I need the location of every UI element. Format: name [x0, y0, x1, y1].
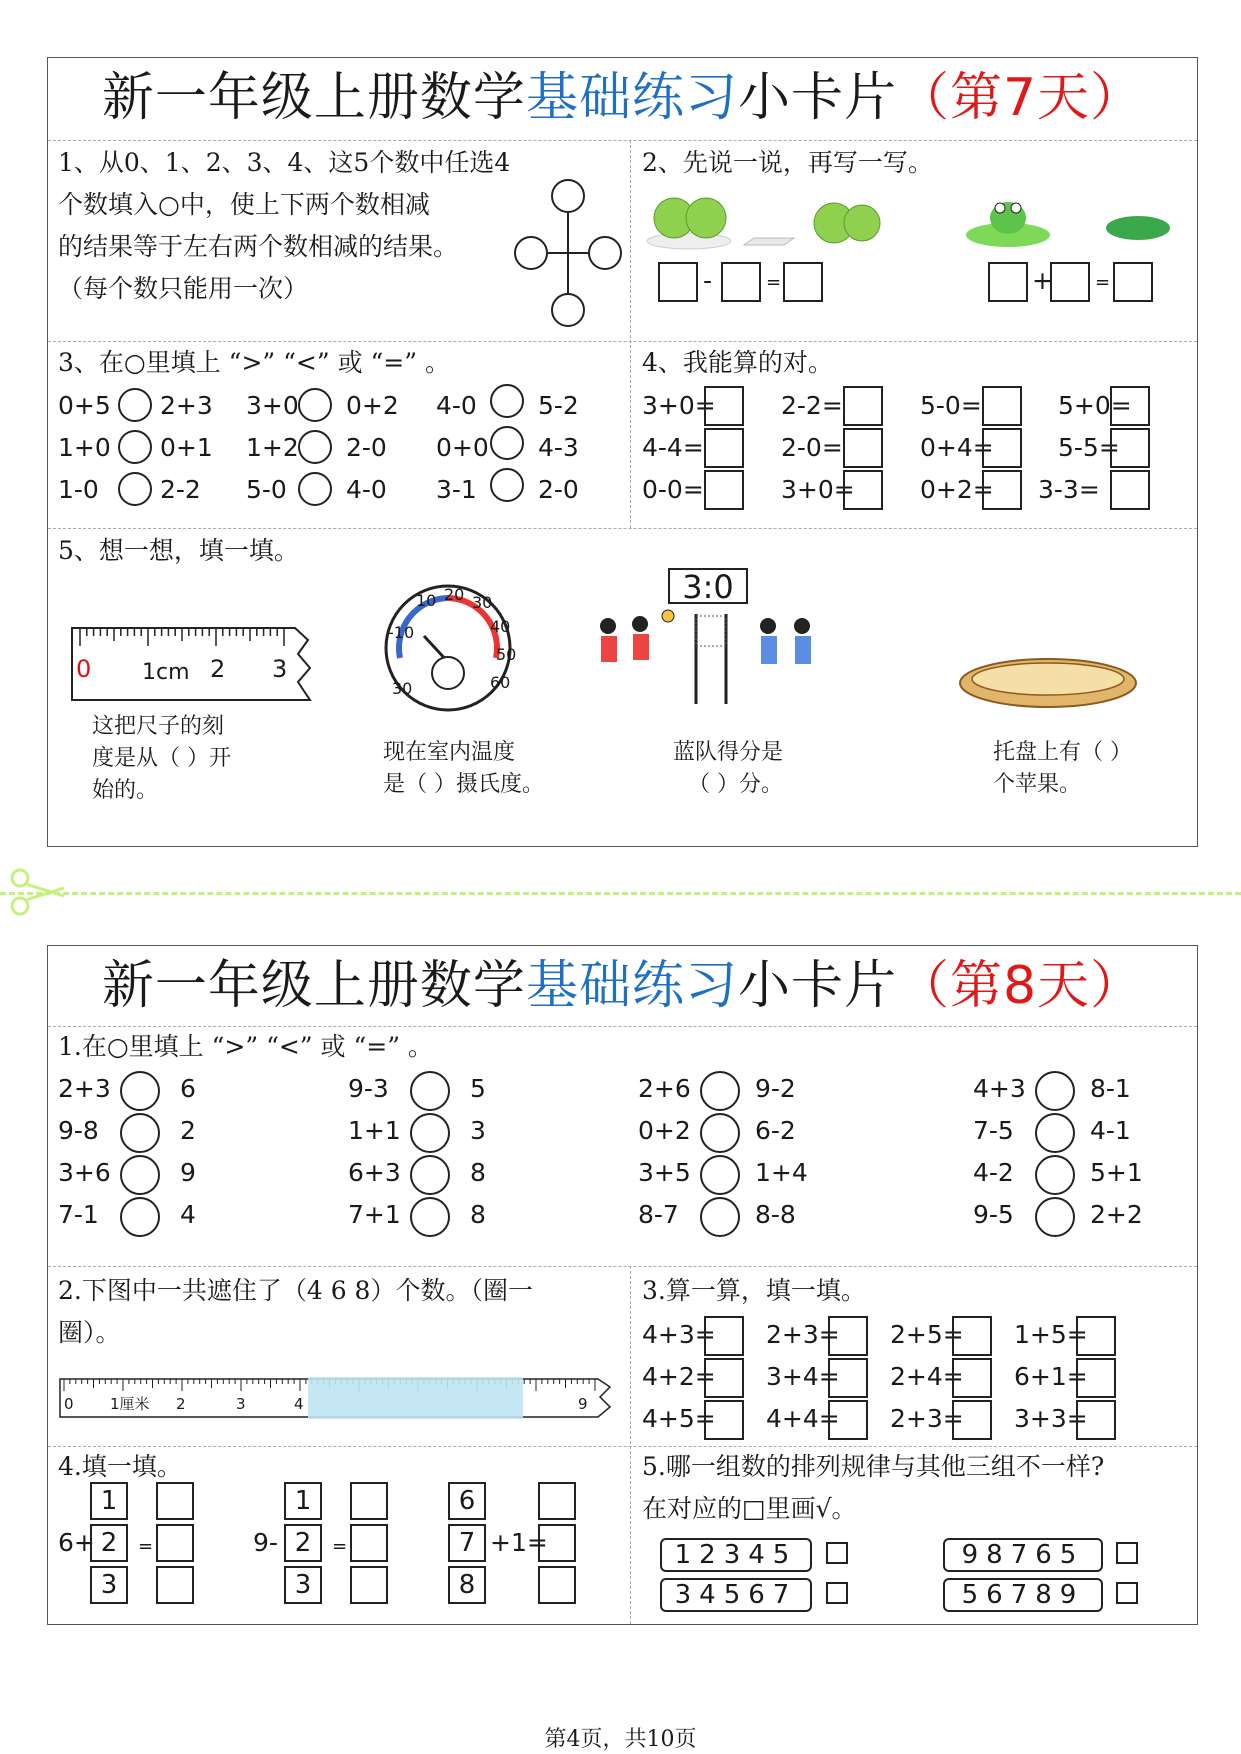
- compare-circle[interactable]: [410, 1071, 450, 1111]
- answer-box[interactable]: [783, 262, 823, 302]
- q1-line4: （每个数只能用一次）: [58, 274, 309, 303]
- q4-label: 4、我能算的对。: [642, 348, 833, 377]
- q1-line1: 1、从0、1、2、3、4、这5个数中任选4: [58, 148, 511, 177]
- answer-box[interactable]: [721, 262, 761, 302]
- card-title: 新一年级上册数学基础练习小卡片（第7天）: [101, 68, 1144, 128]
- checkbox[interactable]: [826, 1582, 848, 1604]
- answer-box[interactable]: [156, 1482, 194, 1520]
- answer-box[interactable]: [538, 1482, 576, 1520]
- compare-circle[interactable]: [490, 426, 524, 460]
- q5-label: 5、想一想，填一填。: [58, 536, 299, 565]
- compare-circle[interactable]: [1035, 1197, 1075, 1237]
- answer-box[interactable]: [704, 386, 744, 426]
- compare-circle[interactable]: [410, 1113, 450, 1153]
- sequence-box: 98765: [943, 1538, 1103, 1572]
- answer-box[interactable]: [1113, 262, 1153, 302]
- checkbox[interactable]: [826, 1542, 848, 1564]
- ruler-image: 0 1cm 2 3: [70, 626, 310, 702]
- scoreboard: 3:0: [668, 568, 748, 604]
- answer-box[interactable]: [704, 470, 744, 510]
- q1-line3: 的结果等于左右两个数相减的结果。: [58, 232, 459, 261]
- apples-plate-image: [644, 183, 894, 253]
- answer-box[interactable]: [658, 262, 698, 302]
- checkbox[interactable]: [1116, 1542, 1138, 1564]
- answer-box[interactable]: [952, 1358, 992, 1398]
- answer-box[interactable]: [350, 1482, 388, 1520]
- answer-box[interactable]: [538, 1566, 576, 1604]
- sequence-box: 12345: [660, 1538, 812, 1572]
- answer-box[interactable]: [843, 386, 883, 426]
- compare-circle[interactable]: [1035, 1113, 1075, 1153]
- compare-circle[interactable]: [118, 388, 152, 422]
- compare-circle[interactable]: [1035, 1071, 1075, 1111]
- answer-box[interactable]: [1076, 1358, 1116, 1398]
- compare-circle[interactable]: [490, 384, 524, 418]
- compare-circle[interactable]: [120, 1071, 160, 1111]
- card-day8: 新一年级上册数学基础练习小卡片（第8天） 1.在○里填上 “>” “<” 或 “=” 。 2+3 6 9-8 2 3+6 9 7-1 4 9-3 5 1+1 3 6+3 8 7+1 8 2+6 9-2 0+2 6-2 3+5 1+4 8-7 8-8 4+3 8-1 7-5 4-1 4-2 5+1 9-5 2+2 2.下图中一共遮住了（4 6 8）个数。（圈一 圈）。 0 1厘米 2 3 4 9 3.算一算，填一填。 4+3= 2+3= 2+5= 1+5= 4+2= 3+4= 2+4= 6+1= 4+5= 4+4= 2+3= 3+3= 4.填一填。 6+ 1 2 3 = 9- 1 2 3 = 6 7 8 +1= 5.哪一组数的排列规律与其他三组不一样? 在对应的□里画√。 12345 98765 34567 56789: [47, 945, 1198, 1625]
- sequence-box: 34567: [660, 1578, 812, 1612]
- compare-circle[interactable]: [118, 472, 152, 506]
- answer-box[interactable]: [988, 262, 1028, 302]
- compare-circle[interactable]: [120, 1197, 160, 1237]
- answer-box[interactable]: [704, 1316, 744, 1356]
- answer-box[interactable]: [982, 428, 1022, 468]
- answer-box[interactable]: [538, 1524, 576, 1562]
- answer-box[interactable]: [156, 1566, 194, 1604]
- answer-box[interactable]: [952, 1316, 992, 1356]
- answer-box[interactable]: [156, 1524, 194, 1562]
- answer-box[interactable]: [704, 1358, 744, 1398]
- frog-lilypad-image: [963, 183, 1183, 253]
- answer-box[interactable]: [1110, 470, 1150, 510]
- answer-box[interactable]: [1050, 262, 1090, 302]
- compare-circle[interactable]: [118, 430, 152, 464]
- compare-circle[interactable]: [298, 388, 332, 422]
- q4-label: 4.填一填。: [58, 1452, 182, 1481]
- answer-box[interactable]: [828, 1358, 868, 1398]
- q1-line2: 个数填入○中，使上下两个数相减: [58, 190, 430, 219]
- compare-circle[interactable]: [700, 1113, 740, 1153]
- q2-line2: 圈）。: [58, 1318, 121, 1347]
- answer-box[interactable]: [828, 1400, 868, 1440]
- card-day7: 新一年级上册数学基础练习小卡片（第7天） 1、从0、1、2、3、4、这5个数中任选4 个数填入○中，使上下两个数相减 的结果等于左右两个数相减的结果。 （每个数只能用一次） 2、先说一说，再写一写。 - = + = 3、在○里填上 “>” “<” 或 “=” 。 0+5 2+3 3+0 0+2 4-0 5-2 1+0 0+1 1+2 2-0 0+0 4-3 1-0 2-2 5-0 4-0 3-1 2-0 4、我能算的对。 3+0= 2-2= 5-0= 5+0= 4-4= 2-0= 0+4= 5-5= 0-0= 3+0= 0+2= 3-3= 5、想一想，填一填。 0 1cm 2 3 这把尺子的刻 度是从（ ）开 始的。 -10 10 20 30 40 50 60 30 现在室内温度 是（ ）摄氏度。 3:0 蓝队得分是 （ ）分。 托盘上有（ ） 个苹果。: [47, 57, 1198, 847]
- answer-box[interactable]: [828, 1316, 868, 1356]
- q1-label: 1.在○里填上 “>” “<” 或 “=” 。: [58, 1032, 433, 1061]
- q2-line1: 2.下图中一共遮住了（4 6 8）个数。（圈一: [58, 1276, 533, 1305]
- answer-box[interactable]: [982, 386, 1022, 426]
- compare-circle[interactable]: [410, 1155, 450, 1195]
- thermometer-dial-image: -10 10 20 30 40 50 60 30: [378, 578, 518, 718]
- q5-line1: 5.哪一组数的排列规律与其他三组不一样?: [642, 1452, 1105, 1481]
- answer-box[interactable]: [1076, 1316, 1116, 1356]
- volleyball-scene-image: [588, 568, 828, 708]
- q5-line2: 在对应的□里画√。: [642, 1494, 857, 1523]
- answer-box[interactable]: [843, 428, 883, 468]
- tray-image: [953, 653, 1143, 713]
- answer-box[interactable]: [1110, 386, 1150, 426]
- scissors-icon: [6, 866, 66, 920]
- compare-circle[interactable]: [298, 430, 332, 464]
- card-title: 新一年级上册数学基础练习小卡片（第8天）: [101, 956, 1144, 1016]
- compare-circle[interactable]: [120, 1113, 160, 1153]
- cut-line: [0, 892, 1241, 895]
- q2-label: 2、先说一说，再写一写。: [642, 148, 933, 177]
- q3-label: 3.算一算，填一填。: [642, 1276, 866, 1305]
- covered-ruler-image: 0 1厘米 2 3 4 9: [58, 1371, 618, 1419]
- compare-circle[interactable]: [410, 1197, 450, 1237]
- q3-label: 3、在○里填上 “>” “<” 或 “=” 。: [58, 348, 450, 377]
- compare-circle[interactable]: [700, 1197, 740, 1237]
- compare-circle[interactable]: [490, 468, 524, 502]
- answer-box[interactable]: [982, 470, 1022, 510]
- answer-box[interactable]: [843, 470, 883, 510]
- checkbox[interactable]: [1116, 1582, 1138, 1604]
- compare-circle[interactable]: [700, 1071, 740, 1111]
- page-footer: 第4页，共10页: [544, 1727, 697, 1752]
- compare-circle[interactable]: [298, 472, 332, 506]
- answer-box[interactable]: [704, 1400, 744, 1440]
- compare-circle[interactable]: [120, 1155, 160, 1195]
- answer-box[interactable]: [1110, 428, 1150, 468]
- answer-box[interactable]: [952, 1400, 992, 1440]
- compare-circle[interactable]: [700, 1155, 740, 1195]
- answer-box[interactable]: [350, 1566, 388, 1604]
- answer-box[interactable]: [350, 1524, 388, 1562]
- compare-circle[interactable]: [1035, 1155, 1075, 1195]
- cross-diagram: [513, 178, 623, 328]
- answer-box[interactable]: [704, 428, 744, 468]
- sequence-box: 56789: [943, 1578, 1103, 1612]
- answer-box[interactable]: [1076, 1400, 1116, 1440]
